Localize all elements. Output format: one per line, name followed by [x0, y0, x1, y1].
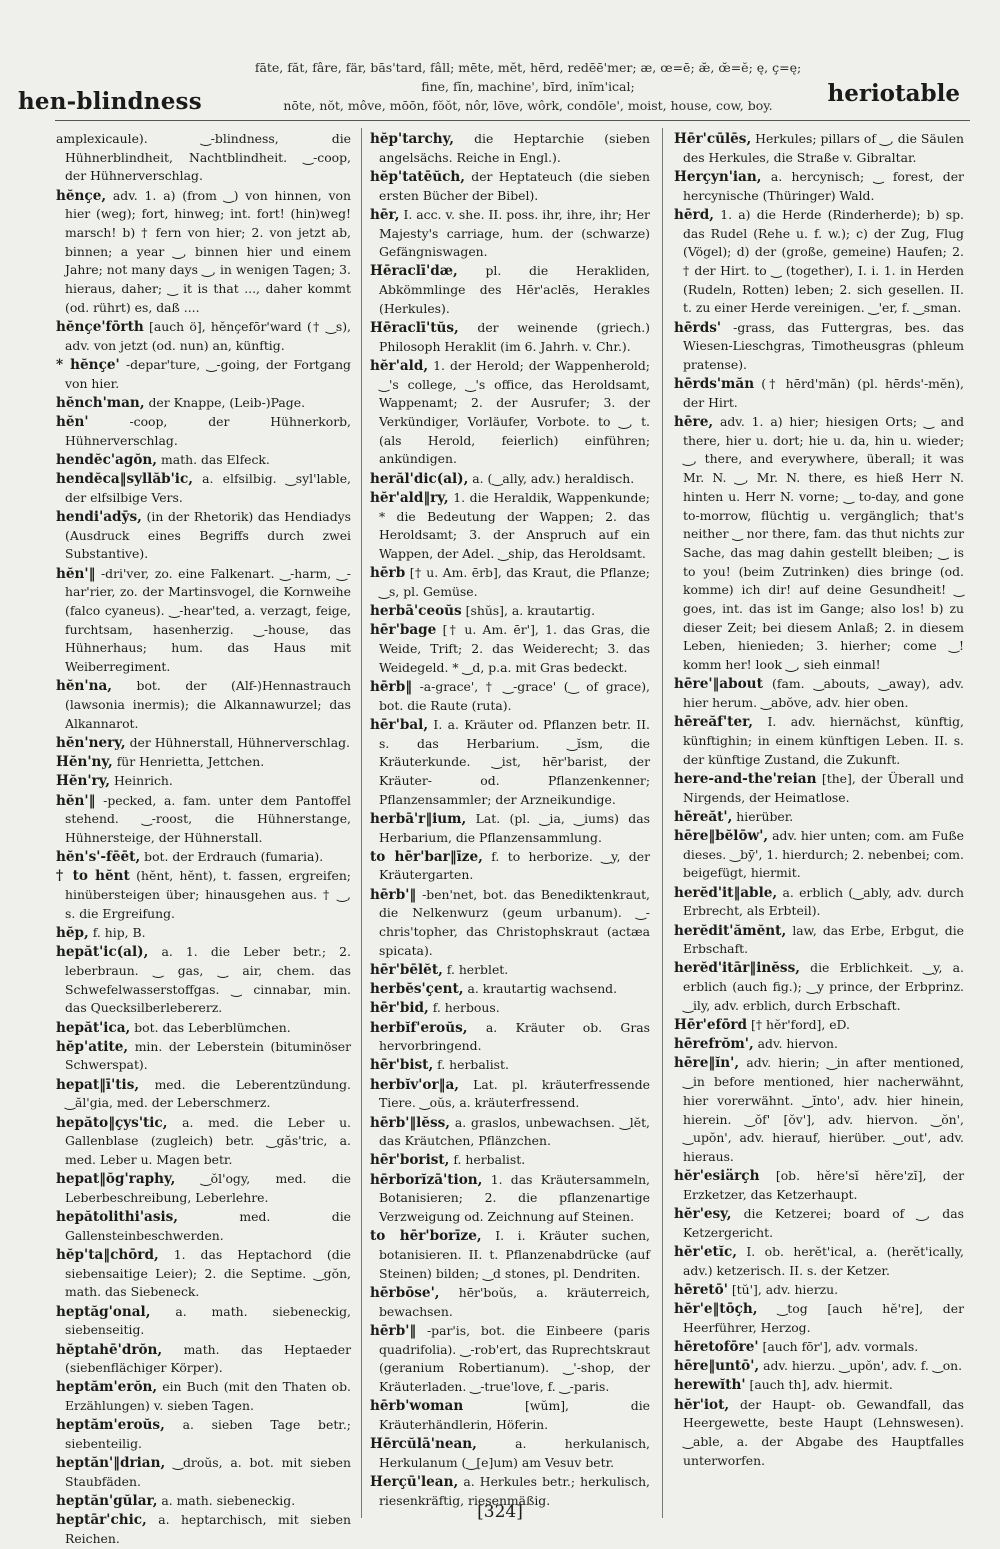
headword: hendi'adȳs, [56, 509, 142, 526]
dictionary-entry [56, 470, 351, 507]
definition-text: [† u. Am. ērb], das Kraut, die Pflanze; ‿s, pl. Gemüse. [379, 565, 650, 599]
headword: heptăn'‖drian, [56, 1455, 166, 1472]
definition-text: I. acc. v. she. II. poss. ihr, ihre, ihr; Her Majesty's carriage, hum. der (schwarze) Gefängniswagen. [379, 206, 650, 260]
definition-text: a. erblich (‿ably, adv. durch Erbrecht, als Erbteil). [683, 884, 964, 919]
headword: Hēraclī'tŭs, [370, 320, 459, 337]
definition-text: adv. hierin; ‿in after mentioned, ‿in before mentioned, hier nacherwähnt, hier vorerwähnt. ‿ĭnto', adv. hier hinein, hierein. ‿ŏf' [ŏv'], adv. hiervon. ‿ŏn', ‿upŏn', adv. hierauf, hierüber. ‿out', adv. hieraus. [683, 1055, 964, 1164]
definition-text: a. Herkules betr.; herkulisch, riesenkräftig, riesenmäßig. [379, 1473, 650, 1508]
dictionary-entry [56, 734, 351, 753]
definition-text: I. a. Kräuter od. Pflanzen betr. II. s. das Herbarium. ‿ĭsm, die Kräuterkunde. ‿ist, hēr'barist, der Kräuter- od. Pflanzenkenner; Pflanzensammler; der Arzneikundige. [379, 716, 650, 807]
headword: hĕr'etĭc, [674, 1243, 737, 1260]
definition-text: f. herblet. [446, 961, 509, 977]
header-rule [55, 120, 970, 121]
dictionary-entry [674, 1281, 964, 1300]
definition-text: bot. das Leberblümchen. [134, 1019, 291, 1035]
dictionary-entry [674, 922, 964, 959]
dictionary-entry [56, 1208, 351, 1245]
headword: herbĭv'or‖a, [370, 1076, 459, 1093]
dictionary-entry [674, 1205, 964, 1242]
definition-text: med. die Gallensteinbeschwerden. [65, 1209, 351, 1243]
headword: hērb'woman [370, 1398, 464, 1415]
dictionary-entry [674, 1376, 964, 1395]
headword: hĕn'nery, [56, 735, 126, 751]
definition-text: der Heptateuch (die sieben ersten Bücher der Bibel). [379, 168, 650, 203]
dictionary-entry [370, 1227, 650, 1283]
dictionary-entry [56, 677, 351, 733]
dictionary-entry [370, 961, 650, 980]
definition-text: Heinrich. [113, 773, 173, 789]
dictionary-entry [674, 1035, 964, 1054]
column-1 [56, 130, 351, 1547]
headword: hēre‖ĭn', [674, 1055, 740, 1072]
headword: hendĕc'agŏn, [56, 451, 158, 468]
dictionary-entry [370, 1322, 650, 1397]
definition-text: [auch fōr'], adv. vormals. [762, 1339, 919, 1354]
dictionary-entry [56, 867, 351, 923]
headword: Hēr'efōrd [674, 1017, 748, 1034]
headword: hēretō' [674, 1281, 728, 1298]
headword: here-and-the'reian [674, 770, 817, 787]
headword: hēr'bal, [370, 716, 429, 733]
pronunciation-key-line: fāte, făt, fâre, fär, bās'tard, fâll; mēte, mĕt, hērd, redēē'mer; æ, œ=ē; æ̆, œ̆=ĕ; ę, ç=ę; [254, 60, 802, 75]
definition-text: a. math. siebeneckig. [161, 1493, 296, 1509]
dictionary-entry [56, 924, 351, 943]
dictionary-entry [56, 508, 351, 564]
definition-text: [† u. Am. ēr'], 1. das Gras, die Weide, Trift; 2. das Weiderecht; 3. das Weidegeld. * ‿d, p.a. mit Gras bedeckt. [379, 622, 650, 675]
dictionary-entry [56, 1416, 351, 1453]
headword: hēr'bēlĕt, [370, 961, 443, 978]
dictionary-entry [674, 130, 964, 167]
definition-text: a. elfsilbig. ‿syl'lable, der elfsilbige Vers. [65, 471, 351, 505]
headword: hĕn' [56, 414, 89, 431]
dictionary-entry [56, 130, 351, 186]
definition-text: a. Kräuter ob. Gras hervorbringend. [379, 1019, 650, 1054]
definition-text: 1. der Herold; der Wappenherold; ‿'s college, ‿'s office, das Heroldsamt, Wappenamt; 2. der Ausrufer; 3. der Verkündiger, Vorläufer, Vorbote. to ‿, t. (als Herold, feierlich) einführen; ankündigen. [379, 357, 650, 467]
dictionary-entry [674, 1243, 964, 1280]
headword: herbā'r‖ium, [370, 810, 467, 827]
headword: hĕp'tarchy, [370, 131, 454, 147]
headword: herĕd'itār‖inĕss, [674, 960, 800, 977]
dictionary-entry [370, 1076, 650, 1113]
dictionary-entry [370, 319, 650, 356]
dictionary-entry [370, 1114, 650, 1151]
definition-text: a. hercynisch; ‿ forest, der hercynische (Thüringer) Wald. [683, 168, 964, 203]
dictionary-entry [674, 1396, 964, 1471]
headword: heptār'chic, [56, 1512, 147, 1529]
definition-text: die Erblichkeit. ‿y, a. erblich (auch fig.); ‿y prince, der Erbprinz. ‿ily, adv. erblich, durch Erbschaft. [683, 960, 964, 1013]
headword: herbĭf'eroŭs, [370, 1019, 468, 1036]
dictionary-entry [370, 886, 650, 961]
column-3 [674, 130, 964, 1515]
headword: hēreăt', [674, 808, 733, 825]
headword: Hēraclī'dæ, [370, 263, 458, 280]
definition-text: ‿tog [auch hĕ're], der Heerführer, Herzog. [683, 1301, 964, 1335]
dictionary-entry [56, 356, 351, 393]
definition-text: adv. hiervon. [757, 1036, 838, 1052]
headword: † to hĕnt [56, 868, 130, 885]
definition-text: bot. der (Alf-)Hennastrauch (lawsonia inermis); die Alkannawurzel; das Alkannarot. [65, 678, 351, 731]
headword: hēr'bid, [370, 1000, 429, 1017]
pronunciation-key-line: nōte, nŏt, môve, mōōn, fŏŏt, nôr, lōve, wôrk, condōle', moist, house, cow, boy. [283, 98, 773, 113]
definition-text: ein Buch (mit den Thaten ob. Erzählungen) v. sieben Tagen. [65, 1379, 351, 1414]
headword: herĕd'it‖able, [674, 884, 778, 901]
dictionary-entry [56, 565, 351, 677]
definition-text: pl. die Herakliden, Abkömmlinge des Hēr'aclēs, Herakles (Herkules). [379, 263, 650, 316]
definition-text: für Henrietta, Jettchen. [116, 754, 265, 770]
definition-text: a. heptarchisch, mit sieben Reichen. [65, 1512, 351, 1547]
headword: hĕp'tatēŭch, [370, 168, 465, 185]
definition-text: med. die Leberentzündung. ‿ăl'gia, med. der Leberschmerz. [65, 1076, 351, 1111]
definition-text: hierüber. [736, 808, 794, 824]
definition-text: [shŭs], a. krautartig. [465, 603, 596, 619]
definition-text: (fam. ‿abouts, ‿away), adv. hier herum. ‿abŏve, adv. hier oben. [683, 676, 964, 711]
headword: Herçū'lean, [370, 1473, 459, 1490]
headword: hēre‖untō', [674, 1358, 760, 1375]
headword: herbĕs'çent, [370, 981, 464, 998]
dictionary-entry [370, 678, 650, 715]
headword: hĕr'esy, [674, 1206, 732, 1223]
definition-text: [wŭm], die Kräuterhändlerin, Höferin. [379, 1398, 650, 1432]
definition-text: -grass, das Futtergras, bes. das Wiesen-Lieschgras, Timotheusgras (phleum pratense). [683, 319, 964, 372]
dictionary-entry [56, 792, 351, 848]
headword: hĕnch'man, [56, 394, 145, 411]
column-2 [370, 130, 650, 1515]
dictionary-entry [56, 848, 351, 867]
headword: hĕn'na, [56, 678, 113, 695]
headword: hĕr'ald, [370, 357, 429, 374]
dictionary-entry [370, 980, 650, 999]
dictionary-entry [370, 621, 650, 677]
dictionary-entry [370, 357, 650, 469]
dictionary-entry [370, 470, 650, 489]
dictionary-entry [56, 1341, 351, 1378]
definition-text: a. (‿ally, adv.) heraldisch. [472, 470, 635, 486]
dictionary-entry [56, 451, 351, 470]
pronunciation-key [228, 58, 828, 115]
definition-text: (hĕnt, hĕnt), t. fassen, ergreifen; hinübersteigen über; hinausgehen aus. † ‿, s. die Ergreifung. [65, 868, 351, 921]
definition-text: a. graslos, unbewachsen. ‿lĕt, das Kräutchen, Pflänzchen. [379, 1114, 650, 1149]
definition-text: 1. das Heptachord (die siebensaitige Leier); 2. die Septime. ‿gŏn, math. das Siebeneck. [65, 1246, 351, 1300]
dictionary-entry [370, 1435, 650, 1472]
definition-text: [† hĕr'ford], eD. [751, 1017, 850, 1033]
definition-text: 1. das Kräutersammeln, Botanisieren; 2. die pflanzenartige Verzweigung od. Zeichnung auf Steinen. [379, 1171, 650, 1225]
definition-text: bot. der Erdrauch (fumaria). [144, 849, 324, 865]
dictionary-entry [370, 130, 650, 167]
headword: herbā'ceoŭs [370, 603, 462, 620]
headword: heptăg'onal, [56, 1303, 151, 1320]
dictionary-entry [56, 753, 351, 772]
dictionary-entry [56, 318, 351, 355]
headword: hērb‖ [370, 678, 412, 695]
headword: hērbōse', [370, 1284, 440, 1301]
definition-text: f. herbalist. [453, 1152, 526, 1168]
definition-text: f. herbalist. [437, 1057, 509, 1073]
dictionary-entry [370, 1171, 650, 1227]
definition-text: der Hühnerstall, Hühnerverschlag. [129, 735, 350, 750]
column-divider [662, 128, 663, 1518]
headword: hērb'‖lĕss, [370, 1114, 451, 1131]
headword: hēretofōre' [674, 1339, 759, 1355]
headword: hĕnçe, [56, 187, 107, 204]
headword: hepătolithi'asis, [56, 1209, 179, 1226]
headword: herăl'dic(al), [370, 470, 469, 487]
headword: hērd, [674, 206, 714, 223]
dictionary-entry [56, 1019, 351, 1038]
definition-text: a. math. siebeneckig, siebenseitig. [65, 1303, 351, 1338]
dictionary-entry [56, 187, 351, 318]
definition-text: 1. a) die Herde (Rinderherde); b) sp. das Rudel (Rehe u. f. w.); c) der Zug, Flug (Vögel); d) der (große, gemeine) Haufen; 2. † der Hirt. to ‿ (together), I. i. 1. in Herden (Rudeln, Rotten) leben; 2. sich gesellen. II. t. zu einer Herde vereinigen. ‿'er, f. ‿sman. [683, 206, 964, 316]
headword: hēre, [674, 414, 714, 431]
definition-text: († hērd'măn) (pl. hērds'-mĕn), der Hirt. [683, 376, 964, 410]
dictionary-entry [56, 1114, 351, 1170]
headword: hēre'‖about [674, 676, 763, 693]
definition-text: -dri'ver, zo. eine Falkenart. ‿-harm, ‿-har'rier, zo. der Martinsvogel, die Kornweihe (falco cyaneus). ‿-hear'ted, a. verzagt, feige, furchtsam, hasenherzig. ‿-house, das Hühnerhaus; hum. das Haus mit Weiberregiment. [65, 565, 351, 675]
dictionary-entry [370, 1397, 650, 1434]
definition-text: adv. 1. a) (from ‿) von hinnen, von hier (weg); fort, hinweg; int. fort! (hin)weg! marsch! b) † fern von hier; 2. von jetzt ab, binnen; a year ‿, binnen hier und einem Jahre; not many days ‿, in wenigen Tagen; 3. hieraus, daher; ‿ it is that ..., daher kommt (od. rührt) es, daß .... [65, 187, 351, 315]
dictionary-entry [56, 413, 351, 450]
headword: Hĕn'ry, [56, 773, 111, 790]
definition-text: der Haupt- ob. Gewandfall, das Heergewette, beste Haupt (Lehnswesen). ‿able, a. der Abgabe des Hauptfalles unterworfen. [683, 1396, 964, 1468]
headword: hĕptahē'drŏn, [56, 1341, 163, 1358]
dictionary-entry [674, 1357, 964, 1376]
definition-text: adv. hier unten; com. am Fuße dieses. ‿bȳ', 1. hierdurch; 2. nebenbei; com. beigefügt, hiermit. [683, 828, 964, 881]
headword: Hĕn'ny, [56, 754, 113, 771]
headword: * hĕnçe' [56, 356, 120, 373]
definition-text: -par'is, bot. die Einbeere (paris quadrifolia). ‿-rob'ert, das Ruprechtskraut (geranium Robertianum). ‿'-shop, der Kräuterladen. ‿-true'love, f. ‿-paris. [379, 1322, 650, 1394]
headword: Herçyn'ian, [674, 168, 762, 185]
headword: hērds'măn [674, 376, 755, 393]
definition-text: Lat. pl. kräuterfressende Tiere. ‿oŭs, a. kräuterfressend. [379, 1076, 650, 1111]
dictionary-entry [370, 602, 650, 621]
dictionary-entry [370, 564, 650, 601]
dictionary-entry [674, 713, 964, 769]
definition-text: (in der Rhetorik) das Hendiadys (Ausdruck eines Begriffs durch zwei Substantive). [65, 509, 351, 562]
headword: hĕn's'-fēēt, [56, 849, 141, 866]
definition-text: -ben'net, bot. das Benediktenkraut, die Nelkenwurz (geum urbanum). ‿-chris'topher, das Christophskraut (actæa spicata). [379, 886, 650, 958]
definition-text: min. der Leberstein (bituminöser Schwerspat). [65, 1038, 351, 1073]
dictionary-entry [674, 808, 964, 827]
definition-text: f. hip, B. [92, 925, 146, 941]
definition-text: a. med. die Leber u. Gallenblase (zugleich) betr. ‿găs'tric, a. med. Leber u. Magen betr. [65, 1114, 351, 1167]
dictionary-entry [56, 943, 351, 1018]
dictionary-entry [56, 1454, 351, 1491]
page-number: [324] [477, 1502, 523, 1522]
headword: hērefrŏm', [674, 1036, 754, 1053]
definition-text: die Ketzerei; board of ‿, das Ketzergericht. [683, 1206, 964, 1240]
dictionary-entry [674, 168, 964, 205]
definition-text: der weinende (griech.) Philosoph Heraklit (im 6. Jahrh. v. Chr.). [379, 320, 650, 354]
definition-text: f. to herborize. ‿y, der Kräutergarten. [379, 848, 650, 883]
headword: hepat‖ī'tis, [56, 1076, 140, 1093]
headword: heptăm'erŏn, [56, 1379, 158, 1396]
dictionary-entry [370, 716, 650, 810]
dictionary-entry [56, 1303, 351, 1340]
definition-text: amplexicaule). ‿-blindness, die Hühnerblindheit, Nachtblindheit. ‿-coop, der Hühnerverschlag. [56, 131, 351, 184]
headword: hēre‖bĕlōw', [674, 828, 769, 845]
definition-text: I. ob. herĕt'ical, a. (herĕt'ically, adv.) ketzerisch. II. s. der Ketzer. [683, 1243, 964, 1278]
dictionary-entry [370, 206, 650, 262]
dictionary-entry [674, 675, 964, 712]
dictionary-entry [674, 1016, 964, 1035]
definition-text: f. herbous. [432, 1000, 500, 1016]
headword: hendĕca‖syllăb'ic, [56, 471, 193, 488]
headword: hepăt'ica, [56, 1019, 131, 1036]
headword: hĕr'e‖tōçh, [674, 1301, 758, 1318]
headword: hĕnçe'fōrth [56, 319, 144, 336]
dictionary-entry [370, 262, 650, 318]
definition-text: der Knappe, (Leib-)Page. [148, 394, 306, 410]
headword: hĕn'‖ [56, 565, 96, 582]
definition-text: [tŭ'], adv. hierzu. [731, 1281, 839, 1297]
definition-text: ‿ŏl'ogy, med. die Leberbeschreibung, Leberlehre. [65, 1171, 351, 1205]
dictionary-entry [56, 1076, 351, 1113]
headword: hĕp'atite, [56, 1038, 129, 1055]
dictionary-entry [370, 168, 650, 205]
headword: hĕp'ta‖chōrd, [56, 1246, 159, 1263]
headword: hepăt'ic(al), [56, 944, 149, 961]
dictionary-entry [56, 1246, 351, 1302]
headword: hēreăf'ter, [674, 714, 753, 731]
definition-text: [auch th], adv. hiermit. [749, 1377, 893, 1393]
definition-text: law, das Erbe, Erbgut, die Erbschaft. [683, 922, 964, 957]
definition-text: adv. 1. a) hier; hiesigen Orts; ‿ and there, hier u. dort; hie u. da, hin u. wieder; ‿, there, and everywhere, überall; it was Mr. N. ‿, Mr. N. there, es hieß Herr N. hinten u. Herr N. vorne; ‿ to-day, and gone to-morrow, flüchtig u. vergänglich; that's neither ‿ nor there, fam. das thut nichts zur Sache, das mag dahin gestellt bleiben; ‿ is to you! (beim Zutrinken) dies bringe (od. komme) ich dir! auf deine Gesundheit! ‿ goes, int. das ist im Gange; also los! b) zu dieser Zeit; bei diesem Anlaß; 2. in diesem Leben, hienieden; 3. hierher; come ‿! komm her! look ‿, sieh einmal! [683, 414, 964, 673]
dictionary-entry [674, 827, 964, 883]
dictionary-entry [674, 884, 964, 921]
headword: herewĭth' [674, 1377, 746, 1394]
definition-text: ‿droŭs, a. bot. mit sieben Staubfäden. [65, 1455, 351, 1489]
headword: hēr, [370, 206, 400, 223]
definition-text: I. i. Kräuter suchen, botanisieren. II. t. Pflanzenabdrücke (auf Steinen) bilden; ‿d stones, pl. Dendriten. [379, 1228, 650, 1281]
dictionary-entry [56, 1378, 351, 1415]
dictionary-entry [674, 1167, 964, 1204]
headword: hĕr'ald‖ry, [370, 489, 449, 506]
definition-text: adv. hierzu. ‿upŏn', adv. f. ‿on. [763, 1358, 963, 1374]
pronunciation-key-line: fine, fĭn, machine', bīrd, inĭm'ical; [421, 79, 635, 94]
definition-text: a. sieben Tage betr.; siebenteilig. [65, 1417, 351, 1452]
dictionary-entry [56, 1038, 351, 1075]
dictionary-entry [56, 1170, 351, 1207]
dictionary-entry [370, 1019, 650, 1056]
right-guide-word: heriotable [827, 80, 960, 107]
dictionary-entry [674, 1300, 964, 1337]
definition-text: die Heptarchie (sieben angelsächs. Reiche in Engl.). [379, 131, 650, 165]
definition-text: math. das Elfeck. [160, 451, 270, 467]
dictionary-entry [674, 206, 964, 318]
dictionary-entry [674, 770, 964, 807]
dictionary-entry [674, 375, 964, 412]
headword: Hēr'cūlēs, [674, 131, 752, 147]
dictionary-entry [370, 848, 650, 885]
dictionary-entry [674, 1054, 964, 1166]
definition-text: -coop, der Hühnerkorb, Hühnerverschlag. [65, 414, 351, 448]
headword: hepat‖ŏg'raphy, [56, 1171, 176, 1188]
headword: hērborĭzā'tion, [370, 1171, 483, 1188]
dictionary-entry [370, 810, 650, 847]
headword: hĕn'‖ [56, 792, 96, 809]
dictionary-entry [674, 1338, 964, 1357]
headword: hēr'bist, [370, 1057, 434, 1074]
column-divider [361, 128, 362, 1518]
dictionary-entry [674, 959, 964, 1015]
dictionary-entry [370, 1284, 650, 1321]
dictionary-entry [370, 1056, 650, 1075]
definition-text: I. adv. hiernächst, künftig, künftighin; in einem künftigen Leben. II. s. der künftige Zustand, die Zukunft. [683, 714, 964, 767]
dictionary-entry [370, 999, 650, 1018]
headword: hĕp, [56, 925, 89, 942]
headword: hēr'bage [370, 622, 437, 639]
definition-text: -pecked, a. fam. unter dem Pantoffel stehend. ‿-roost, die Hühnerstange, Hühnersteige, der Hühnerstall. [65, 792, 351, 846]
definition-text: Lat. (pl. ‿ia, ‿iums) das Herbarium, die Pflanzensammlung. [379, 810, 650, 845]
definition-text: [the], der Überall und Nirgends, der Heimatlose. [683, 770, 964, 805]
definition-text: a. herkulanisch, Herkulanum (‿[e]um) am Vesuv betr. [379, 1436, 650, 1470]
headword: to hēr'borīze, [370, 1228, 482, 1245]
definition-text: -a-grace', † ‿-grace' (‿ of grace), bot. die Raute (ruta). [379, 678, 650, 713]
definition-text: Herkules; pillars of ‿, die Säulen des Herkules, die Straße v. Gibraltar. [683, 131, 965, 165]
headword: heptăm'eroŭs, [56, 1417, 165, 1434]
definition-text: hēr'boŭs, a. kräuterreich, bewachsen. [379, 1284, 650, 1319]
dictionary-entry [56, 772, 351, 791]
definition-text: 1. die Heraldik, Wappenkunde; * die Bedeutung der Wappen; 2. das Heroldsamt; 3. der Anspruch auf ein Wappen, der Adel. ‿ship, das Heroldsamt. [379, 489, 650, 561]
headword: hērds' [674, 319, 722, 336]
headword: heptăn'gŭlar, [56, 1493, 158, 1510]
dictionary-entry [370, 489, 650, 564]
headword: hērb'‖ [370, 1322, 417, 1339]
definition-text: [ob. hĕre'sĭ hĕre'zĭ], der Erzketzer, das Ketzerhaupt. [683, 1168, 964, 1202]
headword: to hēr'bar‖īze, [370, 848, 483, 865]
definition-text: a. krautartig wachsend. [467, 981, 618, 997]
headword: hēr'borist, [370, 1152, 450, 1169]
headword: herĕdit'ămĕnt, [674, 922, 787, 939]
dictionary-entry [370, 1151, 650, 1170]
definition-text: a. 1. die Leber betr.; 2. leberbraun. ‿ gas, ‿ air, chem. das Schwefelwasserstoffgas. ‿ cinnabar, min. das Quecksilberlebererz. [65, 944, 351, 1016]
headword: hĕr'esiärçh [674, 1168, 760, 1185]
headword: hērb'‖ [370, 886, 417, 903]
headword: hĕr'iot, [674, 1396, 730, 1413]
definition-text: math. das Heptaeder (siebenflächiger Körper). [65, 1341, 351, 1376]
headword: hepăto‖çys'tic, [56, 1114, 168, 1131]
headword: hērb [370, 565, 406, 582]
definition-text: -depar'ture, ‿-going, der Fortgang von hier. [65, 356, 351, 391]
left-guide-word: hen-blindness [18, 88, 202, 115]
dictionary-entry [56, 394, 351, 413]
dictionary-entry [674, 319, 964, 375]
definition-text: [auch ö], hĕnçefōr'ward († ‿s), adv. von jetzt (od. nun) an, künftig. [65, 319, 351, 353]
dictionary-entry [674, 413, 964, 675]
headword: Hērcŭlā'nean, [370, 1436, 477, 1453]
